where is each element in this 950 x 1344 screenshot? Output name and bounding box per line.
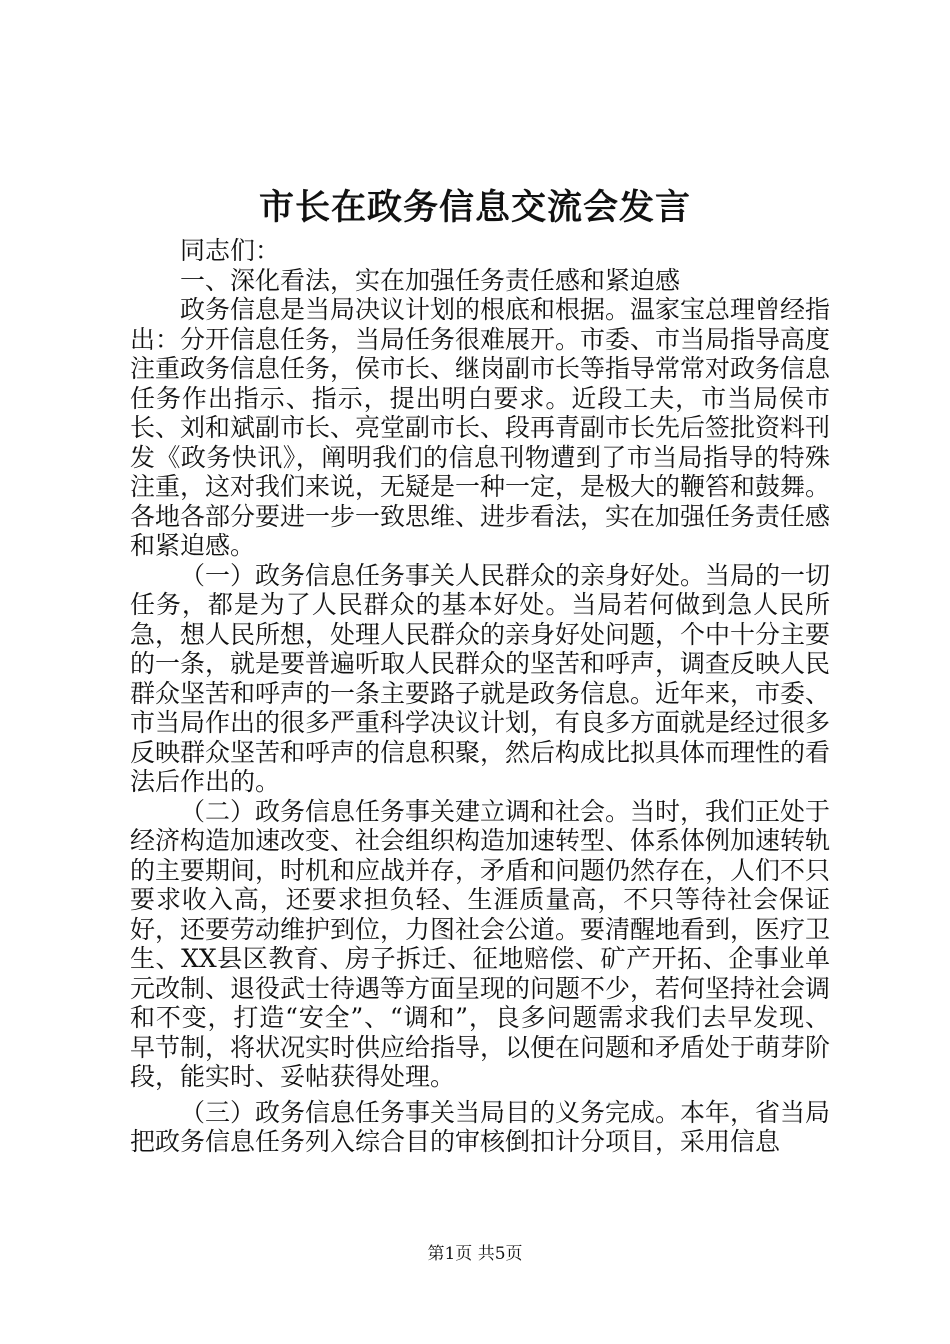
page-number-footer: 第1页 共5页 bbox=[427, 1244, 523, 1264]
body-paragraph-4: （三）政务信息任务事关当局目的义务完成。本年，省当局把政务信息任务列入综合目的审核倒扣计分项目，采用信息 bbox=[130, 1097, 831, 1156]
section-heading-1: 一、深化看法，实在加强任务责任感和紧迫感 bbox=[180, 265, 681, 295]
document-body bbox=[130, 236, 830, 1157]
body-paragraph-2: （一）政务信息任务事关人民群众的亲身好处。当局的一切任务，都是为了人民群众的基本好处。当局若何做到急人民所急，想人民所想，处理人民群众的亲身好处问题，个中十分主要的一条，就是要普遍听取人民群众的坚苦和呼声，调查反映人民群众坚苦和呼声的一条主要路子就是政务信息。近年来，市委、市当局作出的很多严重科学决议计划，有良多方面就是经过很多反映群众坚苦和呼声的信息积聚，然后构成比拟具体而理性的看法后作出的。 bbox=[130, 560, 831, 796]
body-paragraph-3: （二）政务信息任务事关建立调和社会。当时，我们正处于经济构造加速改变、社会组织构造加速转型、体系体例加速转轨的主要期间，时机和应战并存，矛盾和问题仍然存在，人们不只要求收入高，还要求担负轻、生涯质量高，不只等待社会保证好，还要劳动维护到位，力图社会公道。要清醒地看到，医疗卫生、XX县区教育、房子拆迁、征地赔偿、矿产开拓、企事业单元改制、退役武士待遇等方面呈现的问题不少，若何坚持社会调和不变，打造“安全”、“调和”，良多问题需求我们去早发现、早节制，将状况实时供应给指导，以便在问题和矛盾处于萌芽阶段，能实时、妥帖获得处理。 bbox=[130, 796, 831, 1091]
salutation-paragraph: 同志们： bbox=[180, 236, 281, 265]
document-title: 市长在政务信息交流会发言 bbox=[258, 187, 691, 228]
body-paragraph-1: 政务信息是当局决议计划的根底和根据。温家宝总理曾经指出：分开信息任务，当局任务很难展开。市委、市当局指导高度注重政务信息任务，侯市长、继岗副市长等指导常常对政务信息任务作出指示、指示，提出明白要求。近段工夫，市当局侯市长、刘和斌副市长、亮堂副市长、段再青副市长先后签批资料刊发《政务快讯》，阐明我们的信息刊物遭到了市当局指导的特殊注重，这对我们来说，无疑是一种一定，是极大的鞭笞和鼓舞。各地各部分要进一步一致思维、进步看法，实在加强任务责任感和紧迫感。 bbox=[130, 295, 831, 560]
